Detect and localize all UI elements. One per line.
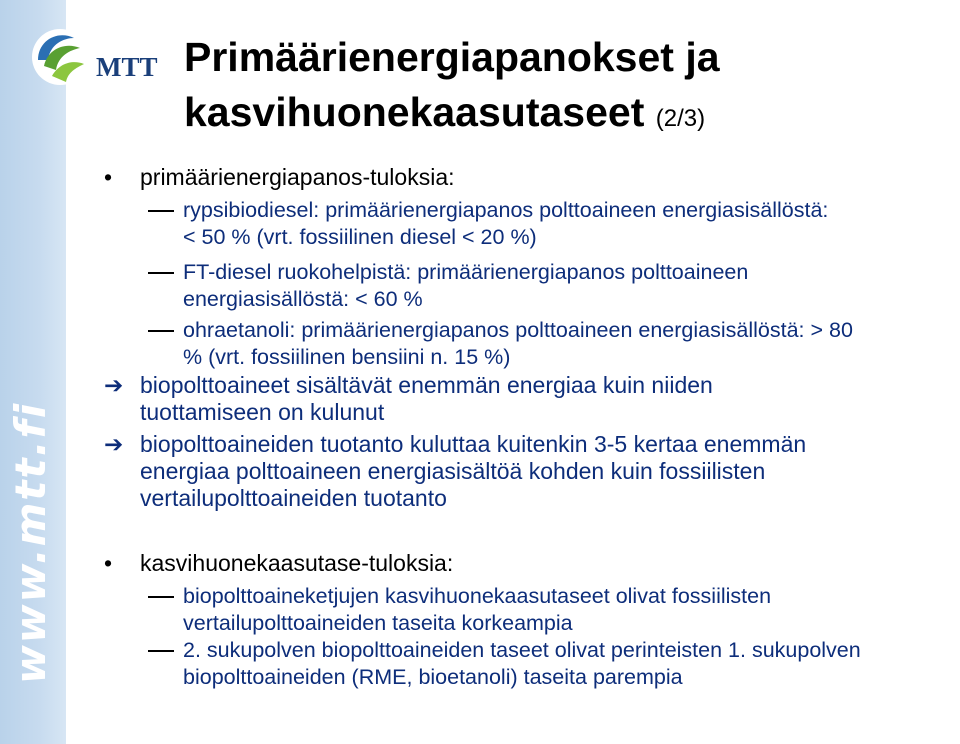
section1-item-2 <box>183 259 748 313</box>
title-line-1: Primäärienergiapanokset ja <box>184 34 720 80</box>
title-part-indicator: (2/3) <box>655 105 706 132</box>
section1-item-3-line2: % (vrt. fossiilinen bensiini n. 15 %) <box>183 345 511 369</box>
section2-item-2-line1: 2. sukupolven biopolttoaineiden taseet olivat perinteisten 1. sukupolven <box>183 638 861 662</box>
section2-item-1-line2: vertailupolttoaineiden taseita korkeampia <box>183 611 573 635</box>
conclusion-2 <box>140 431 806 512</box>
section1-item-1-line1: rypsibiodiesel: primäärienergiapanos polttoaineen energiasisällöstä: <box>183 198 829 222</box>
section1-heading: primäärienergiapanos-tuloksia: <box>140 164 455 190</box>
section2-item-1 <box>183 583 771 637</box>
section1-item-1 <box>183 197 828 251</box>
bullet-icon: • <box>104 550 113 576</box>
conclusion-1 <box>140 372 713 426</box>
dash-icon <box>148 650 174 652</box>
section1-item-2-line1: FT-diesel ruokohelpistä: primäärienergiapanos polttoaineen <box>183 260 749 284</box>
section2-item-1-line1: biopolttoaineketjujen kasvihuonekaasutaseet olivat fossiilisten <box>183 584 772 608</box>
conclusion-2-line3: vertailupolttoaineiden tuotanto <box>140 485 447 511</box>
section1-item-3 <box>183 317 853 371</box>
mtt-logo-text: MTT <box>96 52 158 82</box>
vertical-website-url: www.mtt.fi <box>6 401 55 684</box>
section2-item-2-line2: biopolttoaineiden (RME, bioetanoli) taseita parempia <box>183 665 683 689</box>
title-line-2: kasvihuonekaasutaseet <box>184 89 645 135</box>
section1-item-1-line2: < 50 % (vrt. fossiilinen diesel < 20 %) <box>183 225 537 249</box>
conclusion-1-line2: tuottamiseen on kulunut <box>140 399 385 425</box>
dash-icon <box>148 330 174 332</box>
dash-icon <box>148 272 174 274</box>
section1-item-2-line2: energiasisällöstä: < 60 % <box>183 287 423 311</box>
section2-item-2 <box>183 637 861 691</box>
arrow-right-icon: ➔ <box>104 431 124 457</box>
dash-icon <box>148 210 174 212</box>
dash-icon <box>148 596 174 598</box>
arrow-right-icon: ➔ <box>104 372 124 398</box>
conclusion-1-line1: biopolttoaineet sisältävät enemmän energiaa kuin niiden <box>140 372 713 398</box>
conclusion-2-line1: biopolttoaineiden tuotanto kuluttaa kuitenkin 3-5 kertaa enemmän <box>140 431 807 457</box>
section1-item-3-line1: ohraetanoli: primäärienergiapanos polttoaineen energiasisällöstä: > 80 <box>183 318 853 342</box>
conclusion-2-line2: energiaa polttoaineen energiasisältöä kohden kuin fossiilisten <box>140 458 766 484</box>
bullet-icon: • <box>104 164 113 190</box>
section2-heading: kasvihuonekaasutase-tuloksia: <box>140 550 454 576</box>
